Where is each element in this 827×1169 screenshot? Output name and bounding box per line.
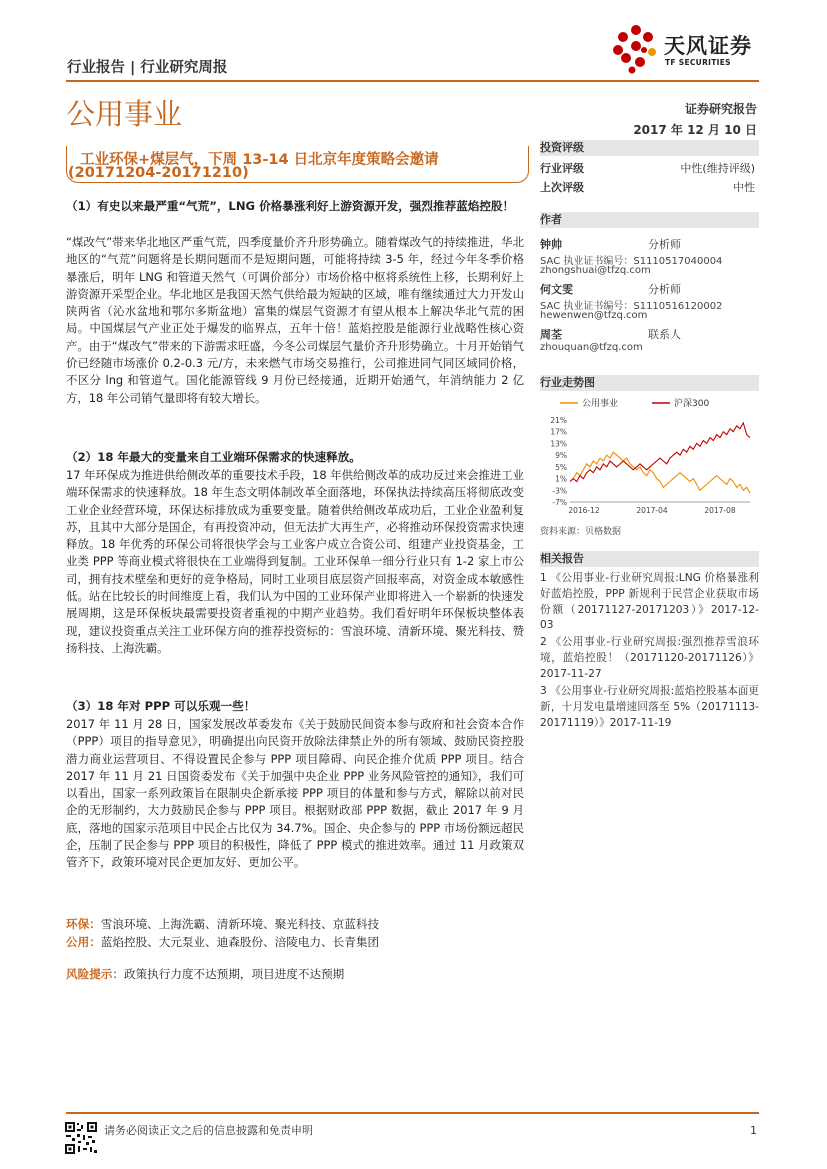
authors-header: 作者 [540, 212, 759, 228]
header-rule [66, 80, 759, 82]
tag-label: 环保： [66, 917, 101, 931]
report-type: 证券研究报告 [684, 102, 757, 116]
tag-line-utility [66, 934, 524, 951]
rating-value: 中性(维持评级) [680, 162, 755, 175]
x-tick-label: 2017-08 [704, 506, 736, 515]
section-1-heading: （1）有史以来最严重“气荒”，LNG 价格暴涨利好上游资源开发，强烈推荐蓝焰控股！ [66, 199, 515, 213]
sector-title: 公用事业 [66, 97, 183, 131]
author-role: 分析师 [648, 283, 681, 296]
rating-value: 中性 [733, 181, 755, 194]
rating-header: 投资评级 [540, 140, 759, 156]
disclaimer-note: 请务必阅读正文之后的信息披露和免责申明 [104, 1124, 313, 1137]
author-role: 联系人 [648, 328, 681, 341]
section-3-body: 2017 年 11 月 28 日，国家发展改革委发布《关于鼓励民间资本参与政府和社会资本合作（PPP）项目的指导意见》，明确提出向民资开放除法律禁止外的所有领域、鼓励民资控股潜力商业运营项目、不得设置民企参与 PPP 项目障碍、向民企推介优质 PPP 项目。结合 2017 年 11 月 21 日国资委发布《关于加强中央企业 PPP 业务风险管控的通知》，我们可以看出，国家一系列政策旨在限制央企新承接 PPP 项目的体量和参与方式，解除以前对民企的无形制约，大力鼓励民企参与 PPP 项目。根据财政部 PPP 数据，截止 2017 年 9 月底，落地的国家示范项目中民企占比仅为 34.7%。国企、央企参与的 PPP 市场份额远超民企，压制了民企参与 PPP 项目的积极性，降低了 PPP 模式的推进效率。通过 11 月政策双管齐下，政策环境对民企更加友好、更加公平。 [66, 717, 524, 870]
tag-line-env [66, 916, 524, 933]
author-sac: SAC 执业证书编号：S1110517040004 [540, 256, 723, 267]
y-tick-label: 13% [550, 439, 567, 449]
legend-label: 沪深300 [674, 399, 710, 409]
y-tick-label: -7% [552, 498, 567, 507]
rating-row [540, 161, 759, 176]
y-tick-label: 5% [555, 462, 567, 472]
tag-value: 雪浪环境、上海洗霸、清新环境、聚光科技、京蓝科技 [100, 917, 380, 931]
author-name: 周荃 [540, 328, 562, 341]
chart-source: 资料来源：贝格数据 [540, 527, 622, 537]
author-email[interactable]: zhongshuai@tfzq.com [540, 265, 651, 276]
author-name: 何文雯 [540, 283, 573, 296]
trend-header: 行业走势图 [540, 375, 759, 391]
tag-value: 蓝焰控股、大元泵业、迪森股份、涪陵电力、长青集团 [100, 935, 380, 949]
industry-trend-chart [540, 390, 759, 525]
logo-mark-icon [610, 24, 662, 74]
y-tick-label: -3% [552, 486, 567, 496]
author-email[interactable]: zhouquan@tfzq.com [540, 342, 643, 353]
tag-label: 公用： [66, 935, 101, 949]
y-tick-label: 9% [555, 451, 567, 461]
x-tick-label: 2017-04 [636, 506, 668, 515]
report-title: 工业环保+煤层气，下周 13-14 日北京年度策略会邀请 [80, 152, 439, 168]
y-tick-label: 17% [550, 427, 567, 437]
legend-label: 公用事业 [582, 399, 619, 409]
section-2-heading: （2）18 年最大的变量来自工业端环保需求的快速释放。 [66, 450, 361, 464]
author-role: 分析师 [648, 238, 681, 251]
related-report-item[interactable]: 3 《公用事业-行业研究周报:蓝焰控股基本面更新，十月发电量增速回落至 5%（20171113-20171119）》2017-11-19 [540, 685, 759, 729]
author-name: 钟帅 [540, 238, 562, 251]
footer-rule [66, 1112, 759, 1114]
risk-label: 风险提示： [66, 967, 124, 981]
related-report-item[interactable]: 2 《公用事业-行业研究周报:强烈推荐雪浪环境，蓝焰控股！（20171120-20171126）》2017-11-27 [540, 636, 759, 680]
y-tick-label: 21% [550, 416, 567, 425]
qr-code-icon [64, 1121, 98, 1155]
logo-english: TF SECURITIES [665, 58, 731, 67]
section-2-body: 17 年环保成为推进供给侧改革的重要技术手段，18 年供给侧改革的成功反过来会推进工业端环保需求的快速释放。18 年生态文明体制改革全面落地，环保执法持续高压将彻底改变工业企业经营环境，环保达标排放成为重要变量。随着供给侧改革成功后，工业企业盈利复苏，且其中大部分是国企，有再投资冲动，但无法扩大再生产，必将推动环保投资需求快速释放。18 年优秀的环保公司将很快学会与工业客户成立合资公司、组建产业投资基金，工业类 PPP 等商业模式将很快在工业端得到复制。工业环保单一细分行业只有 1-2 家上市公司，拥有技术壁垒和更好的竞争格局，同时工业项目底层资产回报率高，对资金成本敏感性低。站在比较长的时间维度上看，我们认为中国的工业环保产业即将进入一个崭新的快速发展周期，这是环保板块最需要投资者重视的中期产业趋势。我们看好明年环保板块整体表现，建议投资重点关注工业环保方向的推荐投资标的：雪浪环境、清新环境、聚光科技、赞扬科技、上海洗霸。 [66, 468, 524, 655]
series-line-csi300 [570, 423, 750, 482]
page-number: 1 [750, 1124, 757, 1137]
report-label: 行业报告 | 行业研究周报 [67, 60, 228, 76]
related-header: 相关报告 [540, 551, 759, 567]
rating-row [540, 180, 759, 195]
rating-label: 上次评级 [540, 181, 584, 194]
section-3-heading: （3）18 年对 PPP 可以乐观一些！ [66, 699, 256, 713]
related-report-item[interactable]: 1 《公用事业-行业研究周报:LNG 价格暴涨利好蓝焰控股，PPP 新规利于民营企业获取市场份额（20171127-20171203）》2017-12-03 [540, 572, 759, 632]
y-tick-label: 1% [555, 474, 567, 484]
report-title-period: (20171204-20171210) [68, 165, 249, 181]
risk-value: 政策执行力度不达预期，项目进度不达预期 [123, 967, 345, 981]
x-tick-label: 2016-12 [568, 506, 600, 515]
logo-name: 天风证券 [664, 34, 752, 58]
report-date: 2017 年 12 月 10 日 [633, 123, 757, 137]
risk-line [66, 966, 524, 983]
rating-label: 行业评级 [540, 162, 584, 175]
author-sac: SAC 执业证书编号：S1110516120002 [540, 301, 723, 312]
section-1-body: “煤改气”带来华北地区严重气荒，四季度量价齐升形势确立。随着煤改气的持续推进，华北地区的“气荒”问题将是长期问题而不是短期问题，可能将持续 3-5 年，经过今年冬季价格暴涨后，明年 LNG 和管道天然气（可调价部分）市场价格中枢将系统性上移，长期利好上游资源开采型企业。华北地区是我国天然气供给最为短缺的区域，唯有继续通过大力开发山陕两省（沁水盆地和鄂尔多斯盆地）富集的煤层气资源才有望从根本上解决华北气荒的困局。中国煤层气产业正处于爆发的临界点，五年十倍！蓝焰控股是能源行业战略性核心资产。由于“煤改气”带来的下游需求旺盛，今冬公司煤层气量价齐升形势确立。十月开始销气价已经随市场涨价 0.2-0.3 元/方，未来燃气市场交易推行，公司推进同气同区域同价格，不区分 lng 和管道气。国化能源管线 9 月份已经接通，近期开始通气，年消纳能力 2 亿方，18 年公司销气量即将有较大增长。 [66, 235, 524, 405]
author-email[interactable]: hewenwen@tfzq.com [540, 310, 648, 321]
